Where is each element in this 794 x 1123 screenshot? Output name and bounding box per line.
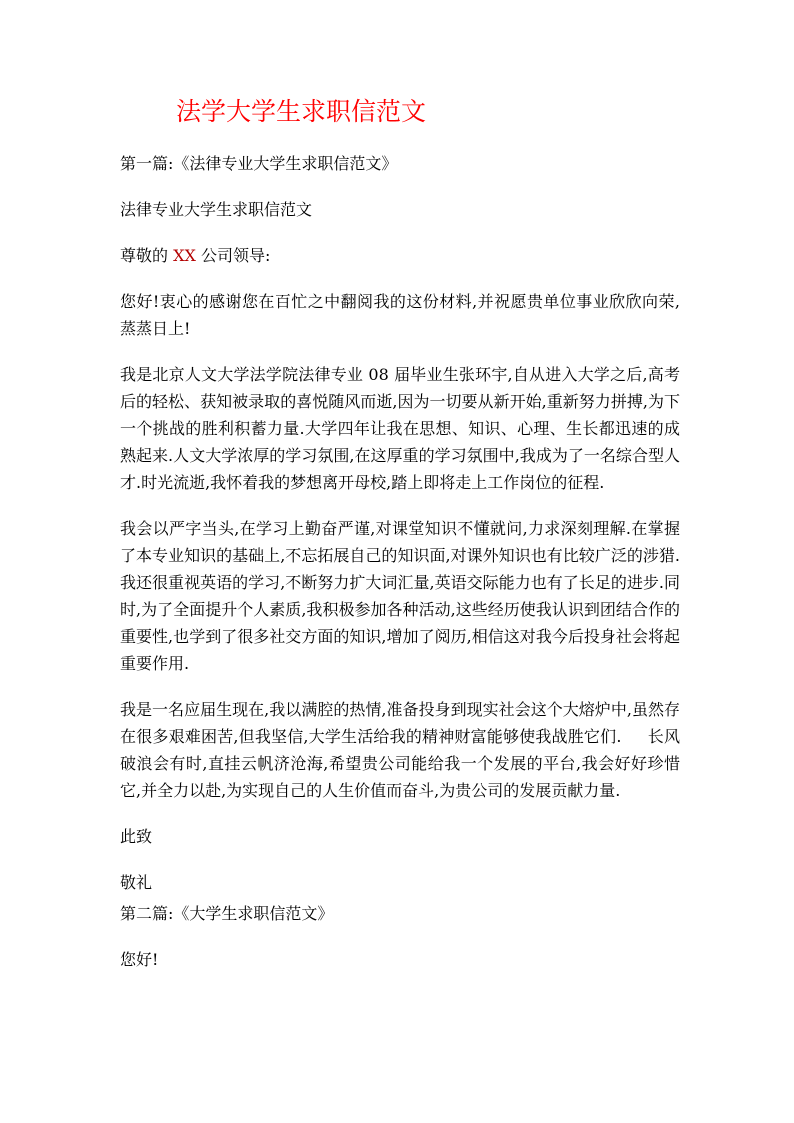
salutation: [120, 242, 680, 269]
part1-heading: 第一篇:《法律专业大学生求职信范文》: [120, 154, 398, 173]
salutation-prefix: 尊敬的: [120, 246, 174, 265]
salutation-suffix: 公司领导:: [195, 246, 271, 265]
paragraph-aspiration: 我是一名应届生现在,我以满腔的热情,准备投身到现实社会这个大熔炉中,虽然存在很多艰难困苦,但我坚信,大学生活给我的精神财富能够使我战胜它们. 长风破浪会有时,直挂云帆济沧海,希望贵公司能给我一个发展的平台,我会好好珍惜它,并全力以赴,为实现自己的人生价值而奋斗,为贵公司的发展贡献力量.: [120, 700, 680, 800]
closing-jingli: 敬礼: [120, 873, 153, 892]
paragraph-greeting: 您好!衷心的感谢您在百忙之中翻阅我的这份材料,并祝愿贵单位事业欣欣向荣,蒸蒸日上!: [120, 292, 680, 338]
paragraph-introduction: 我是北京人文大学法学院法律专业 08 届毕业生张环宇,自从进入大学之后,高考后的轻松、获知被录取的喜悦随风而逝,因为一切要从新开始,重新努力拼搏,为下一个挑战的胜利积蓄力量.大学四年让我在思想、知识、心理、生长都迅速的成熟起来.人文大学浓厚的学习氛围,在这厚重的学习氛围中,我成为了一名综合型人才.时光流逝,我怀着我的梦想离开母校,踏上即将走上工作岗位的征程.: [120, 365, 680, 492]
part1-subtitle: 法律专业大学生求职信范文: [120, 200, 313, 219]
part2-heading: 第二篇:《大学生求职信范文》: [120, 904, 334, 923]
closing-cizhi: 此致: [120, 827, 153, 846]
document-title: 法学大学生求职信范文: [176, 97, 427, 126]
paragraph-study: 我会以严字当头,在学习上勤奋严谨,对课堂知识不懂就问,力求深刻理解.在掌握了本专业知识的基础上,不忘拓展自己的知识面,对课外知识也有比较广泛的涉猎.我还很重视英语的学习,不断努力扩大词汇量,英语交际能力也有了长足的进步.同时,为了全面提升个人素质,我积极参加各种活动,这些经历使我认识到团结合作的重要性,也学到了很多社交方面的知识,增加了阅历,相信这对我今后投身社会将起重要作用.: [120, 519, 680, 673]
document-body: [120, 150, 680, 973]
part2-greeting: 您好!: [120, 950, 159, 969]
salutation-placeholder: XX: [173, 246, 196, 265]
